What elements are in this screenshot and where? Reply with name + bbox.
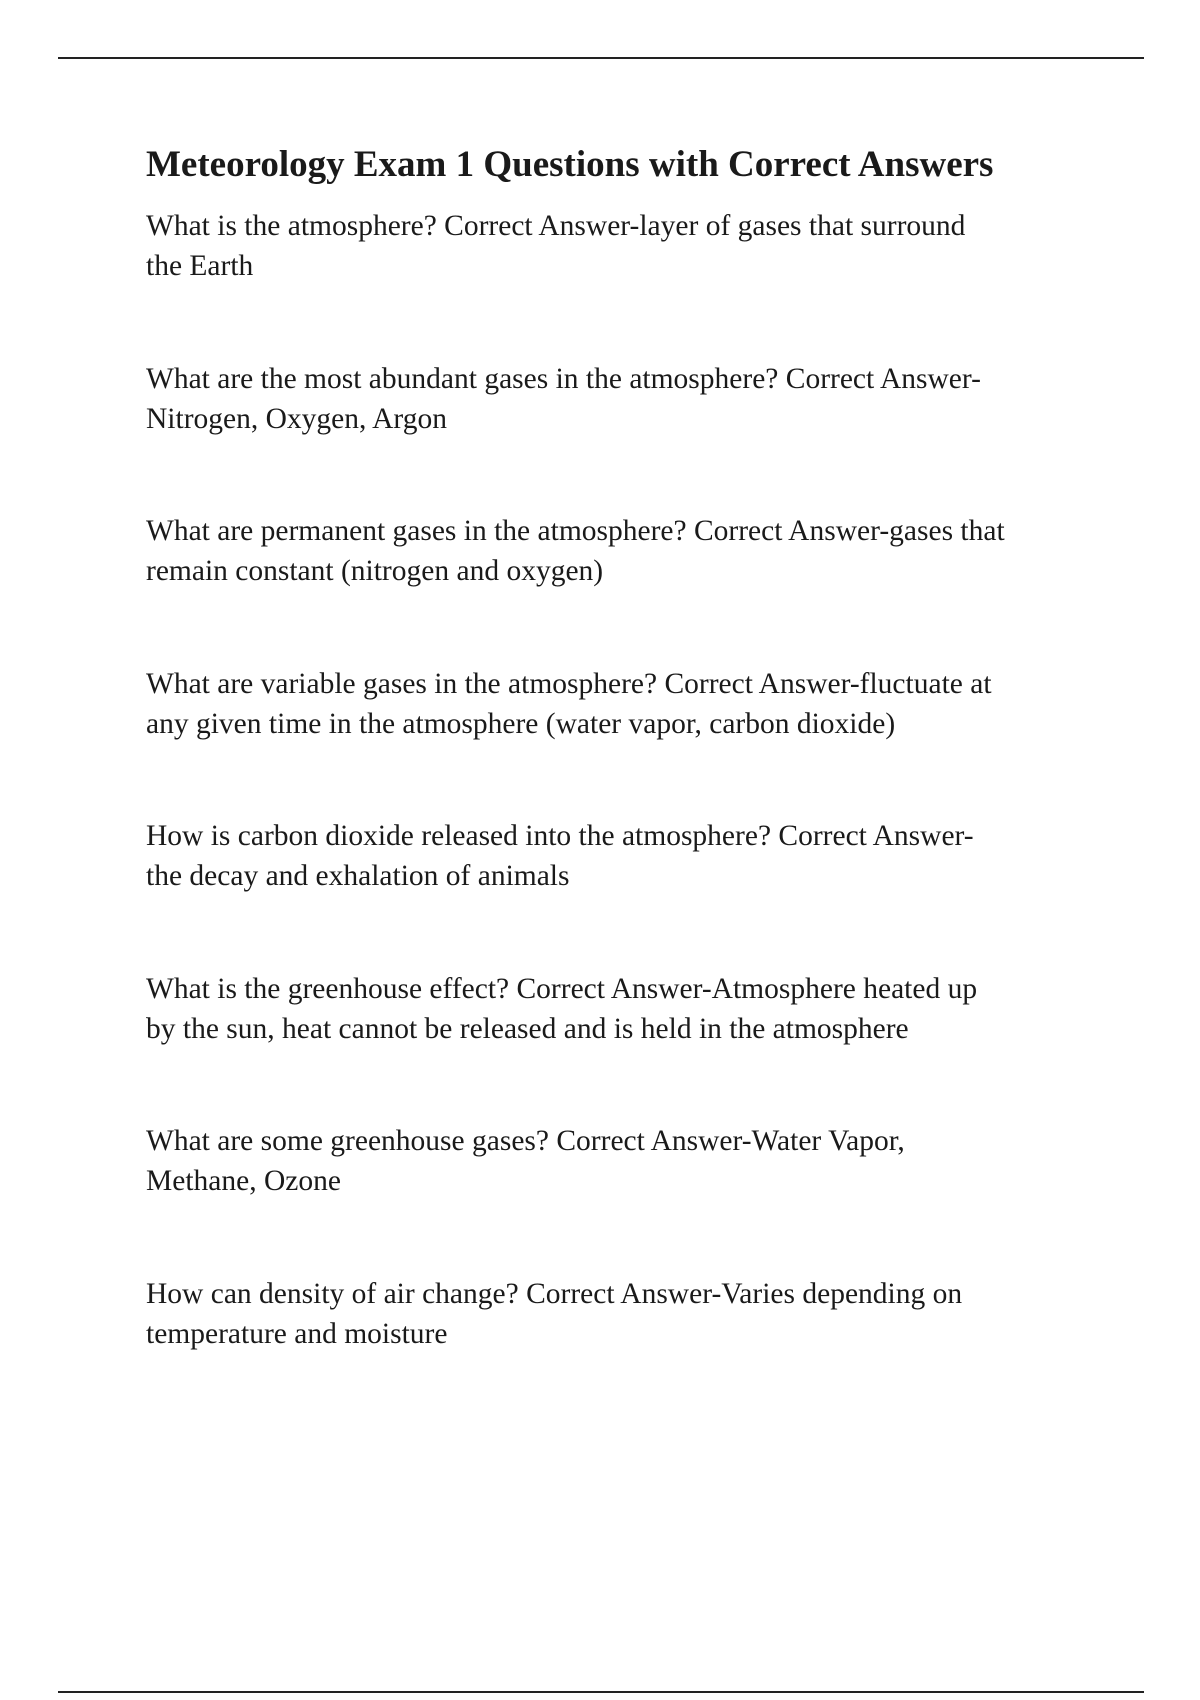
header-rule [58,57,1144,59]
qa-text-line: remain constant (nitrogen and oxygen) [146,555,604,587]
qa-item [146,206,1096,286]
qa-text-line: Nitrogen, Oxygen, Argon [146,402,447,435]
qa-text-line: What are permanent gases in the atmosphere? Correct Answer-gases that [146,515,1005,547]
qa-text-line: How can density of air change? Correct Answer-Varies depending on [146,1277,963,1310]
qa-item [146,1274,1096,1354]
qa-text-line: What are the most abundant gases in the atmosphere? Correct Answer- [146,362,981,395]
qa-list [146,206,1096,1354]
qa-item [146,816,1096,896]
qa-text-line: the decay and exhalation of animals [146,860,570,892]
qa-text-line: any given time in the atmosphere (water vapor, carbon dioxide) [146,707,896,740]
qa-item [146,1121,1096,1201]
qa-text-line: by the sun, heat cannot be released and is held in the atmosphere [146,1012,909,1045]
qa-item [146,359,1096,439]
qa-text-line: Methane, Ozone [146,1165,341,1197]
qa-item [146,969,1096,1049]
qa-text-line: What is the atmosphere? Correct Answer-layer of gases that surround [146,210,966,242]
qa-item [146,664,1096,744]
qa-text-line: How is carbon dioxide released into the atmosphere? Correct Answer- [146,820,974,852]
qa-text-line: temperature and moisture [146,1317,448,1350]
qa-item [146,511,1096,591]
qa-text-line: What are variable gases in the atmosphere? Correct Answer-fluctuate at [146,667,992,700]
document-title: Meteorology Exam 1 Questions with Correct Answers [146,144,994,185]
qa-text-line: the Earth [146,250,254,282]
footer-rule [58,1691,1144,1693]
qa-text-line: What are some greenhouse gases? Correct Answer-Water Vapor, [146,1125,905,1157]
qa-text-line: What is the greenhouse effect? Correct Answer-Atmosphere heated up [146,972,978,1005]
document-body [146,140,1096,1426]
